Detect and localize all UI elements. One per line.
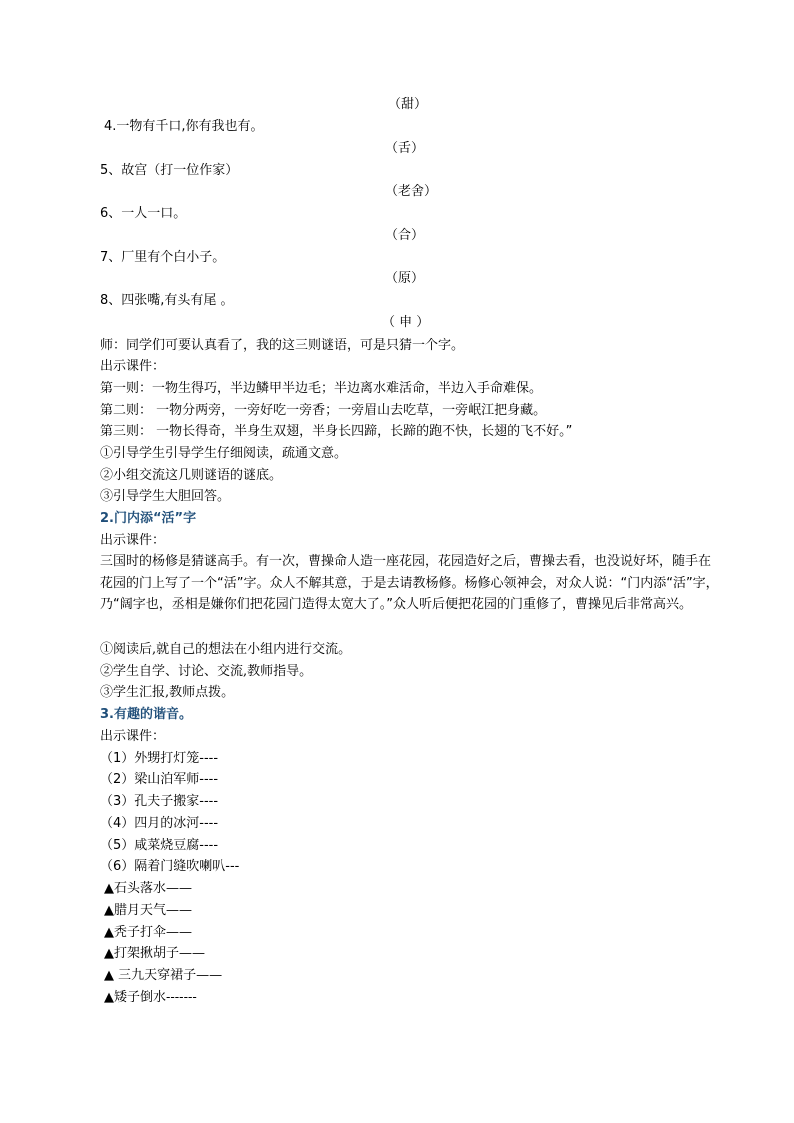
pun-item: （1）外甥打灯笼---- <box>100 751 219 766</box>
section2-step-3: ③学生汇报,教师点拨。 <box>100 685 235 700</box>
answer-8: （ 申 ） <box>382 315 430 330</box>
story-paragraph: 三国时的杨修是猜谜高手。有一次，曹操命人造一座花园，花园造好之后，曹操去看，也没说好坏，随手在花园的门上写了一个“活”字。众人不解其意，于是去请教杨修。杨修心领神会，对众人说：“门内添“活”字，乃“阔字也，丞相是嫌你们把花园门造得太宽大了。”众人听后便把花园的门重修了，曹操见后非常高兴。 <box>100 554 719 612</box>
triangle-item: ▲秃子打伞—— <box>104 925 192 940</box>
step-2: ②小组交流这几则谜语的谜底。 <box>100 468 283 483</box>
answer-5: （老舍） <box>385 184 438 199</box>
answer-sweet: （甜） <box>388 97 428 112</box>
riddle-7: 7、厂里有个白小子。 <box>100 250 226 265</box>
section-heading-2: 2.门内添“活”字 <box>100 511 197 526</box>
show-courseware-2: 出示课件： <box>100 533 166 548</box>
riddle-5: 5、故宫（打一位作家） <box>100 163 239 178</box>
riddle-rule-2: 第二则： 一物分两旁，一旁好吃一旁香；一旁眉山去吃草，一旁岷江把身藏。 <box>100 403 547 418</box>
teacher-line: 师：同学们可要认真看了，我的这三则谜语，可是只猜一个字。 <box>100 338 465 353</box>
answer-4: （舌） <box>385 141 425 156</box>
triangle-item: ▲腊月天气—— <box>104 903 192 918</box>
pun-item: （4）四月的冰河---- <box>100 816 219 831</box>
section2-step-2: ②学生自学、讨论、交流,教师指导。 <box>100 664 313 679</box>
triangle-item: ▲ 三九天穿裙子—— <box>104 968 223 983</box>
riddle-rule-1: 第一则：一物生得巧，半边鳞甲半边毛；半边离水难活命，半边入手命难保。 <box>100 381 543 396</box>
riddle-4: 4.一物有千口,你有我也有。 <box>104 119 264 134</box>
section2-step-1: ①阅读后,就自己的想法在小组内进行交流。 <box>100 642 352 657</box>
step-3: ③引导学生大胆回答。 <box>100 489 231 504</box>
riddle-rule-3: 第三则： 一物长得奇，半身生双翅，半身长四蹄，长蹄的跑不快，长翅的飞不好。” <box>100 424 573 439</box>
triangle-item: ▲石头落水—— <box>104 881 192 896</box>
section-heading-3: 3.有趣的谐音。 <box>100 707 192 722</box>
show-courseware-3: 出示课件： <box>100 729 166 744</box>
answer-6: （合） <box>385 228 425 243</box>
triangle-item: ▲矮子倒水------- <box>104 990 197 1005</box>
step-1: ①引导学生引导学生仔细阅读，疏通文意。 <box>100 446 348 461</box>
riddle-8: 8、四张嘴,有头有尾 。 <box>100 293 234 308</box>
pun-item: （3）孔夫子搬家---- <box>100 794 219 809</box>
show-courseware-1: 出示课件： <box>100 359 166 374</box>
riddle-6: 6、一人一口。 <box>100 206 187 221</box>
pun-item: （6）隔着门缝吹喇叭--- <box>100 859 240 874</box>
pun-item: （2）梁山泊军师---- <box>100 772 219 787</box>
triangle-item: ▲打架揪胡子—— <box>104 946 205 961</box>
pun-item: （5）咸菜烧豆腐---- <box>100 838 219 853</box>
answer-7: （原） <box>385 271 425 286</box>
